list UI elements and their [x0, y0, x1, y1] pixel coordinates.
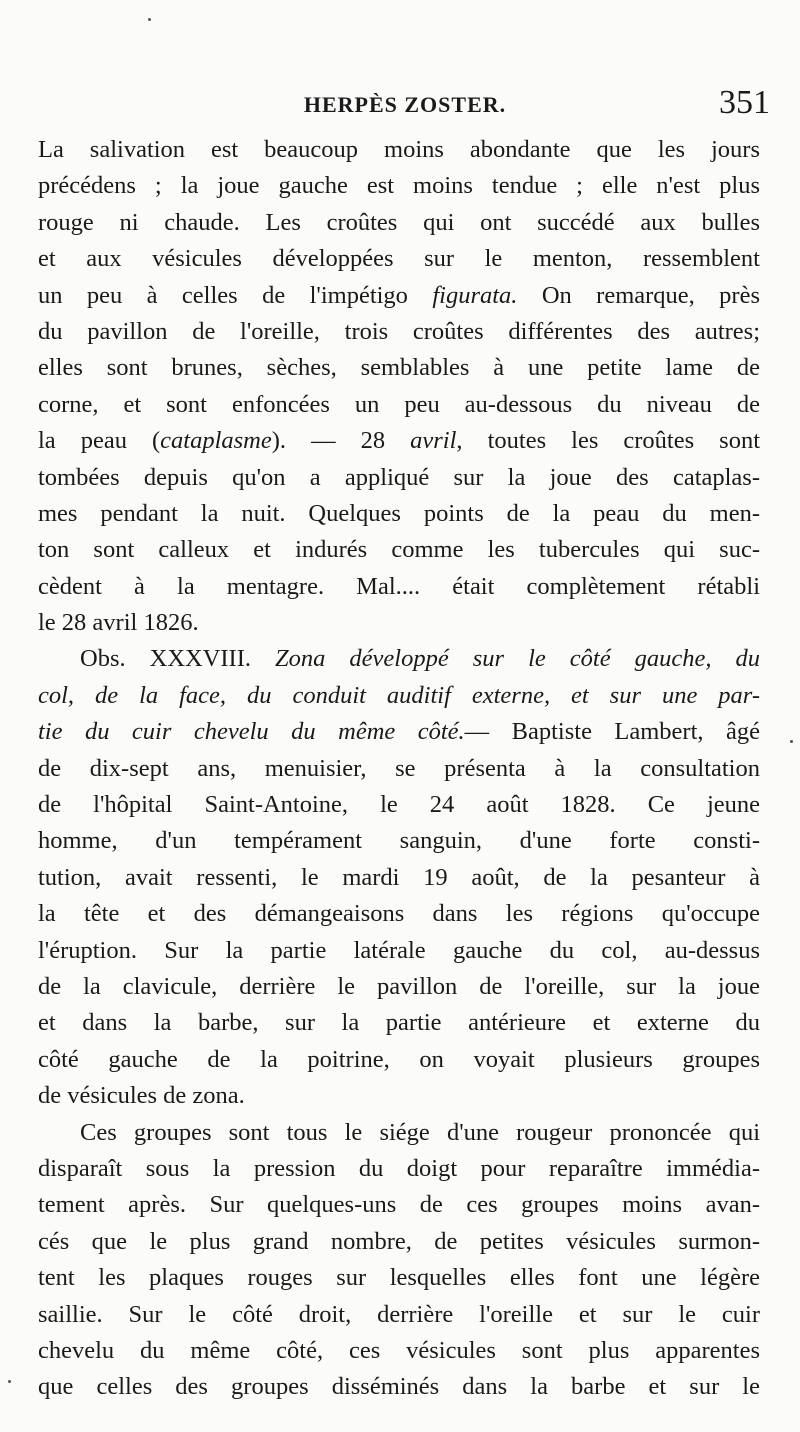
- text-line: [38, 569, 760, 605]
- text-line: [38, 1187, 760, 1223]
- text-span: et aux vésicules développées sur le menton, ressemblent: [38, 245, 760, 273]
- text-line: [38, 933, 760, 969]
- text-line: [38, 823, 760, 859]
- text-line: [38, 1042, 760, 1078]
- speck: [8, 1380, 11, 1383]
- text-span: — Baptiste Lambert, âgé: [464, 718, 760, 746]
- speck: [790, 740, 793, 743]
- text-span: saillie. Sur le côté droit, derrière l'oreille et sur le cuir: [38, 1300, 760, 1328]
- text-line: [38, 423, 760, 459]
- text-span: un peu à celles de l'impétigo: [38, 281, 433, 309]
- text-line: [38, 1151, 760, 1187]
- italic-span: figurata.: [432, 281, 518, 309]
- text-line: [38, 168, 760, 204]
- text-line: [38, 605, 760, 641]
- text-line: [38, 1005, 760, 1041]
- text-line: [38, 641, 760, 677]
- text-span: mes pendant la nuit. Quelques points de la peau du men-: [38, 499, 760, 527]
- text-span: disparaît sous la pression du doigt pour reparaître immédia-: [38, 1154, 760, 1182]
- text-span: ). — 28: [271, 427, 411, 455]
- text-span: tution, avait ressenti, le mardi 19 août, de la pesanteur à: [38, 863, 760, 891]
- text-line: [38, 350, 760, 386]
- italic-span: col, de la face, du conduit auditif externe, et sur une par-: [38, 681, 760, 709]
- running-title: HERPÈS ZOSTER.: [303, 92, 507, 117]
- page-number: 351: [719, 84, 770, 121]
- text-span: du pavillon de l'oreille, trois croûtes différentes des autres;: [38, 317, 760, 345]
- text-line: [38, 1297, 760, 1333]
- text-span: Obs. XXXVIII.: [80, 645, 276, 673]
- text-span: , toutes les croûtes sont: [456, 427, 760, 455]
- text-span: ton sont calleux et indurés comme les tubercules qui suc-: [38, 536, 760, 564]
- body-text: [38, 132, 760, 1406]
- text-line: [38, 1369, 760, 1405]
- text-span: de l'hôpital Saint-Antoine, le 24 août 1828. Ce jeune: [38, 791, 760, 819]
- text-span: le 28 avril 1826.: [38, 609, 199, 637]
- text-line: [38, 787, 760, 823]
- text-span: tement après. Sur quelques-uns de ces groupes moins avan-: [38, 1191, 760, 1219]
- text-line: [38, 1078, 760, 1114]
- text-span: tent les plaques rouges sur lesquelles elles font une légère: [38, 1264, 760, 1292]
- italic-span: tie du cuir chevelu du même côté.: [38, 718, 465, 746]
- text-span: On remarque, près: [517, 281, 760, 309]
- text-span: cés que le plus grand nombre, de petites vésicules surmon-: [38, 1227, 760, 1255]
- text-span: que celles des groupes disséminés dans la barbe et sur le: [38, 1373, 760, 1401]
- text-line: [38, 896, 760, 932]
- text-span: la peau (: [38, 427, 161, 455]
- text-span: chevelu du même côté, ces vésicules sont plus apparentes: [38, 1336, 760, 1364]
- text-line: [38, 751, 760, 787]
- text-line: [38, 532, 760, 568]
- text-span: elles sont brunes, sèches, semblables à une petite lame de: [38, 354, 760, 382]
- text-span: la tête et des démangeaisons dans les régions qu'occupe: [38, 900, 760, 928]
- text-line: [38, 241, 760, 277]
- text-line: [38, 1115, 760, 1151]
- text-span: corne, et sont enfoncées un peu au-dessous du niveau de: [38, 390, 760, 418]
- running-head: [40, 84, 770, 128]
- text-span: et dans la barbe, sur la partie antérieure et externe du: [38, 1009, 760, 1037]
- speck: [148, 18, 151, 21]
- italic-span: Zona développé sur le côté gauche, du: [275, 645, 760, 673]
- italic-span: cataplasme: [160, 427, 272, 455]
- text-line: [38, 496, 760, 532]
- text-line: [38, 314, 760, 350]
- text-line: [38, 1224, 760, 1260]
- text-line: [38, 205, 760, 241]
- text-line: [38, 1260, 760, 1296]
- text-span: côté gauche de la poitrine, on voyait plusieurs groupes: [38, 1045, 760, 1073]
- text-span: de dix-sept ans, menuisier, se présenta à la consultation: [38, 754, 760, 782]
- text-span: homme, d'un tempérament sanguin, d'une forte consti-: [38, 827, 760, 855]
- text-span: de vésicules de zona.: [38, 1082, 245, 1110]
- text-span: précédens ; la joue gauche est moins tendue ; elle n'est plus: [38, 172, 760, 200]
- text-span: rouge ni chaude. Les croûtes qui ont succédé aux bulles: [38, 208, 760, 236]
- text-span: tombées depuis qu'on a appliqué sur la joue des cataplas-: [38, 463, 760, 491]
- text-line: [38, 460, 760, 496]
- text-line: [38, 278, 760, 314]
- text-span: Ces groupes sont tous le siége d'une rougeur prononcée qui: [80, 1118, 760, 1146]
- text-line: [38, 714, 760, 750]
- text-span: de la clavicule, derrière le pavillon de l'oreille, sur la joue: [38, 972, 760, 1000]
- text-span: La salivation est beaucoup moins abondante que les jours: [38, 136, 760, 163]
- text-line: [38, 860, 760, 896]
- text-span: l'éruption. Sur la partie latérale gauche du col, au-dessus: [38, 936, 760, 964]
- text-line: [38, 1333, 760, 1369]
- text-line: [38, 969, 760, 1005]
- text-line: [38, 678, 760, 714]
- text-line: [38, 387, 760, 423]
- text-line: [38, 132, 760, 168]
- italic-span: avril: [410, 427, 457, 455]
- text-span: cèdent à la mentagre. Mal.... était complètement rétabli: [38, 572, 760, 600]
